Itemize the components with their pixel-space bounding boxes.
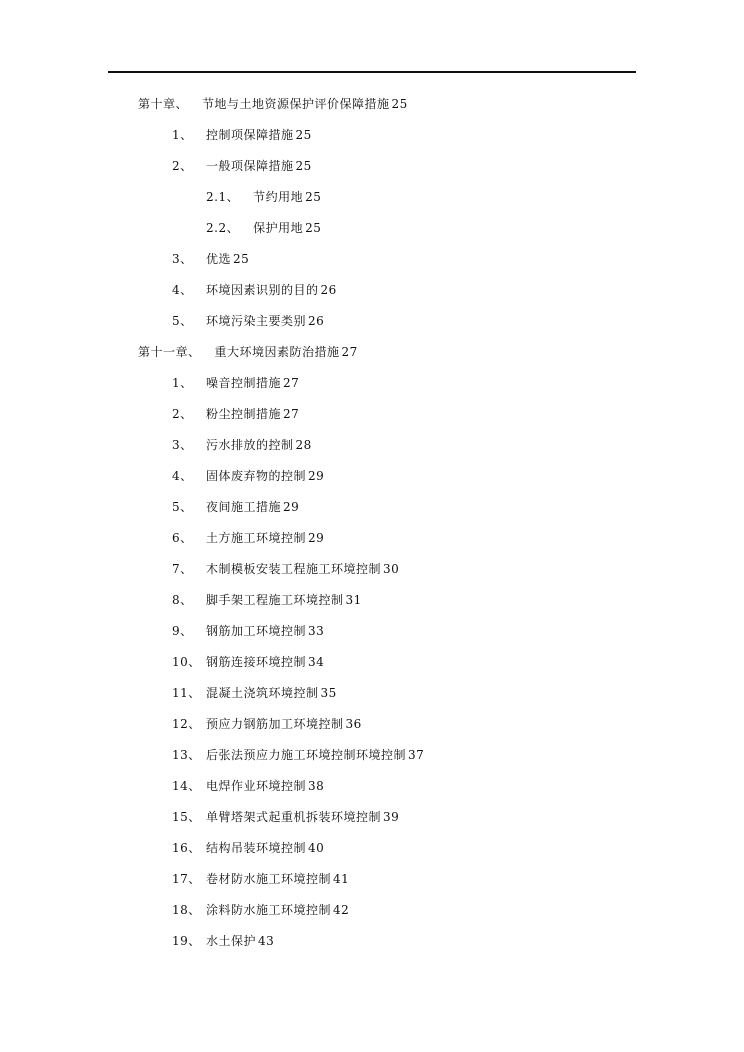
toc-entry-page: 29 [308, 531, 325, 545]
toc-entry[interactable] [172, 901, 349, 919]
toc-entry-number: 3、 [172, 438, 193, 452]
toc-entry-page: 28 [295, 438, 312, 452]
toc-entry[interactable] [172, 281, 337, 299]
toc-entry-number: 16、 [172, 841, 201, 855]
toc-entry-page: 26 [308, 314, 325, 328]
toc-entry-title: 节约用地 [253, 190, 304, 204]
toc-entry[interactable] [206, 219, 321, 237]
toc-entry-title: 一般项保障措施 [206, 159, 294, 173]
toc-entry-chapter-10[interactable] [138, 95, 408, 113]
toc-entry-title: 重大环境因素防治措施 [214, 345, 340, 359]
toc-entry[interactable] [172, 157, 312, 175]
toc-entry-title: 夜间施工措施 [206, 500, 282, 514]
toc-entry-number: 2.1、 [206, 190, 240, 204]
toc-entry-page: 25 [295, 159, 312, 173]
toc-entry-number: 4、 [172, 283, 193, 297]
toc-entry[interactable] [172, 436, 312, 454]
toc-entry[interactable] [172, 777, 324, 795]
toc-entry-number: 3、 [172, 252, 193, 266]
toc-entry[interactable] [172, 467, 324, 485]
toc-entry-number: 2、 [172, 159, 193, 173]
toc-entry-number: 8、 [172, 593, 193, 607]
toc-entry-title: 单臂塔架式起重机拆装环境控制 [206, 810, 382, 824]
toc-entry-title: 木制模板安装工程施工环境控制 [206, 562, 382, 576]
toc-entry-page: 41 [333, 872, 350, 886]
toc-entry-title: 环境因素识别的目的 [206, 283, 319, 297]
toc-entry-page: 27 [341, 345, 358, 359]
toc-entry-title: 优选 [206, 252, 232, 266]
toc-entry[interactable] [172, 498, 299, 516]
toc-entry-number: 14、 [172, 779, 201, 793]
toc-entry-number: 1、 [172, 128, 193, 142]
toc-entry-number: 第十章、 [138, 97, 189, 111]
toc-entry-number: 12、 [172, 717, 201, 731]
toc-entry-page: 29 [308, 469, 325, 483]
toc-entry-page: 34 [308, 655, 325, 669]
toc-entry-page: 36 [345, 717, 362, 731]
toc-entry-title: 土方施工环境控制 [206, 531, 307, 545]
toc-entry-title: 涂料防水施工环境控制 [206, 903, 332, 917]
toc-entry-page: 29 [283, 500, 300, 514]
toc-entry-number: 5、 [172, 314, 193, 328]
toc-entry-number: 2.2、 [206, 221, 240, 235]
toc-entry[interactable] [172, 839, 324, 857]
toc-entry-title: 钢筋连接环境控制 [206, 655, 307, 669]
toc-entry-number: 18、 [172, 903, 201, 917]
toc-entry-title: 预应力钢筋加工环境控制 [206, 717, 344, 731]
toc-entry-number: 10、 [172, 655, 201, 669]
toc-entry-number: 1、 [172, 376, 193, 390]
toc-entry-page: 27 [283, 376, 300, 390]
toc-entry-page: 26 [320, 283, 337, 297]
toc-entry-page: 25 [305, 221, 322, 235]
toc-entry-number: 19、 [172, 934, 201, 948]
toc-entry-chapter-11[interactable] [138, 343, 358, 361]
toc-entry-page: 40 [308, 841, 325, 855]
toc-entry-number: 11、 [172, 686, 201, 700]
toc-entry-number: 2、 [172, 407, 193, 421]
toc-entry-number: 5、 [172, 500, 193, 514]
toc-entry-number: 17、 [172, 872, 201, 886]
toc-entry-number: 15、 [172, 810, 201, 824]
toc-entry[interactable] [206, 188, 321, 206]
toc-entry-page: 25 [295, 128, 312, 142]
toc-entry[interactable] [172, 715, 362, 733]
toc-entry-title: 污水排放的控制 [206, 438, 294, 452]
toc-entry[interactable] [172, 126, 312, 144]
toc-entry[interactable] [172, 932, 274, 950]
toc-entry-title: 卷材防水施工环境控制 [206, 872, 332, 886]
toc-entry[interactable] [172, 405, 299, 423]
toc-entry[interactable] [172, 250, 249, 268]
toc-entry[interactable] [172, 653, 324, 671]
toc-entry-page: 25 [391, 97, 408, 111]
toc-entry-title: 结构吊装环境控制 [206, 841, 307, 855]
toc-entry-title: 控制项保障措施 [206, 128, 294, 142]
toc-entry-title: 噪音控制措施 [206, 376, 282, 390]
toc-entry-number: 13、 [172, 748, 201, 762]
toc-entry-title: 混凝土浇筑环境控制 [206, 686, 319, 700]
toc-entry-page: 39 [383, 810, 400, 824]
toc-entry-title: 粉尘控制措施 [206, 407, 282, 421]
toc-entry-title: 节地与土地资源保护评价保障措施 [202, 97, 390, 111]
toc-entry[interactable] [172, 312, 324, 330]
toc-entry[interactable] [172, 591, 362, 609]
toc-entry-number: 7、 [172, 562, 193, 576]
toc-entry-page: 33 [308, 624, 325, 638]
toc-entry-number: 6、 [172, 531, 193, 545]
toc-entry-page: 35 [320, 686, 337, 700]
toc-entry-page: 25 [233, 252, 250, 266]
toc-entry-page: 37 [408, 748, 425, 762]
toc-entry-title: 脚手架工程施工环境控制 [206, 593, 344, 607]
toc-entry-title: 环境污染主要类别 [206, 314, 307, 328]
toc-entry[interactable] [172, 870, 349, 888]
toc-entry-title: 固体废弃物的控制 [206, 469, 307, 483]
toc-entry[interactable] [172, 374, 299, 392]
toc-entry-title: 后张法预应力施工环境控制环境控制 [206, 748, 407, 762]
toc-entry[interactable] [172, 746, 424, 764]
toc-entry[interactable] [172, 622, 324, 640]
toc-entry-title: 钢筋加工环境控制 [206, 624, 307, 638]
toc-entry[interactable] [172, 808, 399, 826]
toc-entry-number: 第十一章、 [138, 345, 201, 359]
toc-entry-page: 27 [283, 407, 300, 421]
toc-entry-page: 25 [305, 190, 322, 204]
toc-entry[interactable] [172, 529, 324, 547]
toc-entry[interactable] [172, 560, 399, 578]
toc-entry-page: 38 [308, 779, 325, 793]
toc-entry-page: 30 [383, 562, 400, 576]
toc-entry-title: 保护用地 [253, 221, 304, 235]
toc-entry-title: 电焊作业环境控制 [206, 779, 307, 793]
toc-entry[interactable] [172, 684, 337, 702]
toc-entry-number: 4、 [172, 469, 193, 483]
toc-entry-page: 42 [333, 903, 350, 917]
toc-entry-page: 31 [345, 593, 362, 607]
toc-entry-number: 9、 [172, 624, 193, 638]
toc-entry-title: 水土保护 [206, 934, 257, 948]
toc-entry-page: 43 [258, 934, 275, 948]
